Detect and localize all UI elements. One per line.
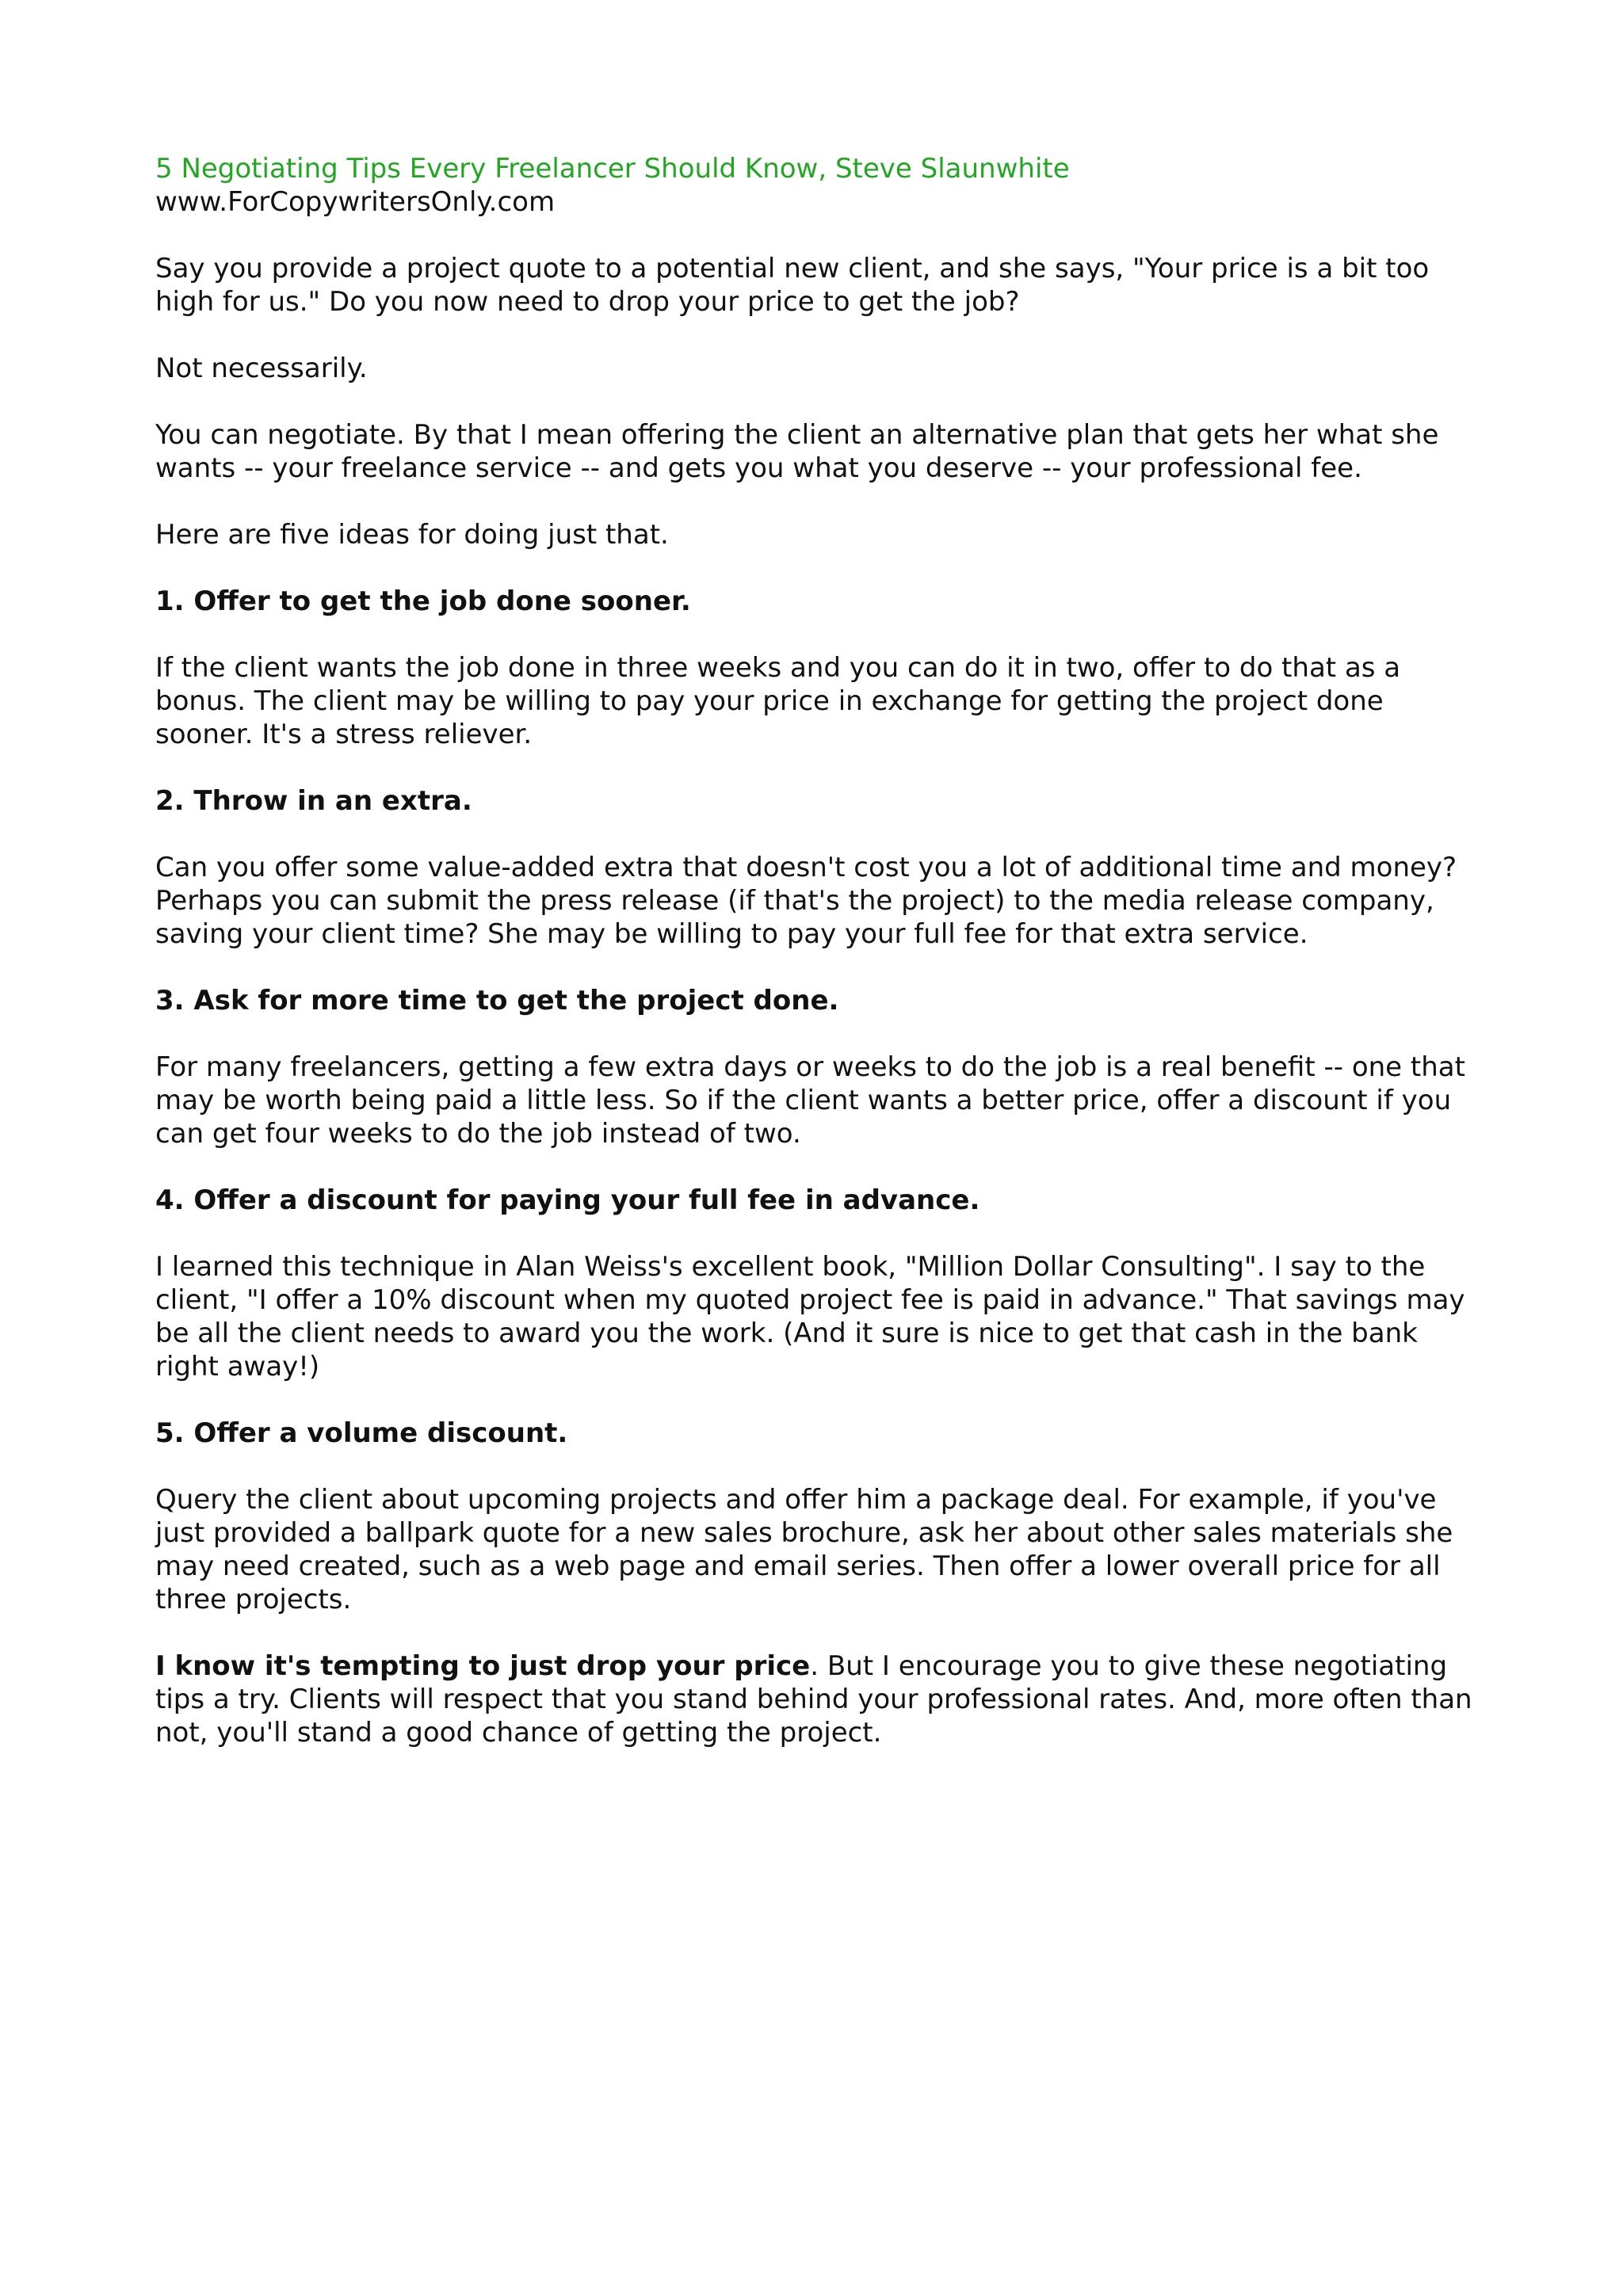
- website-url: www.ForCopywritersOnly.com: [155, 186, 556, 218]
- closing-bold-lead: I know it's tempting to just drop your price: [155, 1650, 811, 1682]
- tip-4-heading: 4. Offer a discount for paying your full fee in advance.: [155, 1184, 980, 1216]
- tip-2-heading: 2. Throw in an extra.: [155, 785, 472, 817]
- tip-3-heading: 3. Ask for more time to get the project done.: [155, 985, 839, 1016]
- closing-rest: . But I encourage you to give these negotiating tips a try. Clients will respect that you stand behind your professional rates. And, more often than not, you'll stand a good chance of getting the project.: [155, 1650, 1472, 1749]
- intro-paragraph-1: Say you provide a project quote to a potential new client, and she says, "Your price is a bit too high for us." Do you now need to drop your price to get the job?: [155, 253, 1430, 318]
- tip-3-body: For many freelancers, getting a few extra days or weeks to do the job is a real benefit -- one that may be worth being paid a little less. So if the client wants a better price, offer a discount if you can get four weeks to do the job instead of two.: [155, 1051, 1465, 1150]
- tip-5-heading: 5. Offer a volume discount.: [155, 1417, 568, 1449]
- closing-paragraph: [155, 1650, 1487, 1749]
- intro-paragraph-4: Here are five ideas for doing just that.: [155, 519, 669, 551]
- tip-2-body: Can you offer some value-added extra that doesn't cost you a lot of additional time and money? Perhaps you can submit the press release (if that's the project) to the media release company, saving your client time? She may be willing to pay your full fee for that extra service.: [155, 852, 1457, 950]
- tip-5-body: Query the client about upcoming projects and offer him a package deal. For example, if you've just provided a ballpark quote for a new sales brochure, ask her about other sales materials she may need created, such as a web page and email series. Then offer a lower overall price for all three projects.: [155, 1484, 1453, 1615]
- intro-paragraph-3: You can negotiate. By that I mean offering the client an alternative plan that gets her what she wants -- your freelance service -- and gets you what you deserve -- your professional fee.: [155, 419, 1439, 484]
- document-title: 5 Negotiating Tips Every Freelancer Should Know, Steve Slaunwhite: [155, 153, 1070, 185]
- document-page: [155, 152, 1487, 1783]
- intro-paragraph-2: Not necessarily.: [155, 353, 368, 384]
- tip-4-body: I learned this technique in Alan Weiss's excellent book, "Million Dollar Consulting". I say to the client, "I offer a 10% discount when my quoted project fee is paid in advance." That savings may be all the client needs to award you the work. (And it sure is nice to get that cash in the bank right away!): [155, 1251, 1465, 1383]
- tip-1-body: If the client wants the job done in three weeks and you can do it in two, offer to do that as a bonus. The client may be willing to pay your price in exchange for getting the project done sooner. It's a stress reliever.: [155, 652, 1401, 750]
- tip-1-heading: 1. Offer to get the job done sooner.: [155, 585, 691, 617]
